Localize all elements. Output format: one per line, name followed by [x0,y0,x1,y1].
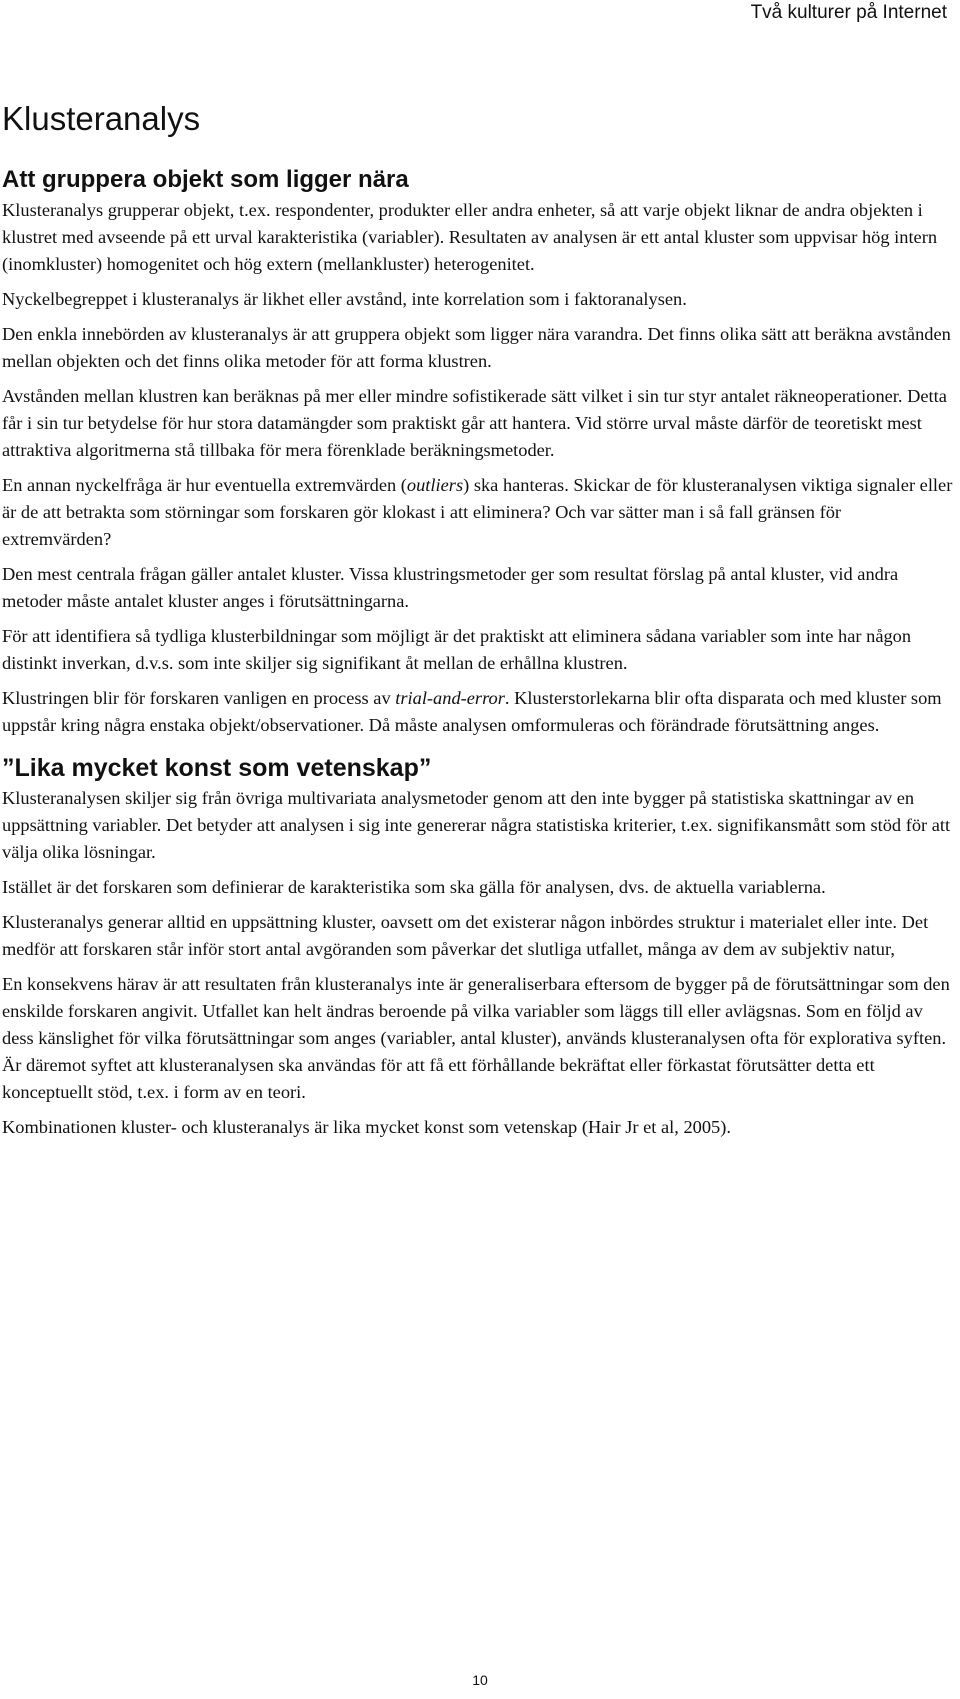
paragraph: Klusteranalys generar alltid en uppsättning kluster, oavsett om det existerar någon inbördes struktur i materialet eller inte. Det medför att forskaren står inför stort antal avgöranden som påverkar det slutliga utfallet, många av dem av subjektiv natur, [2,912,929,959]
paragraph: Den mest centrala frågan gäller antalet kluster. Vissa klustringsmetoder ger som resultat förslag på antal kluster, vid andra metoder måste antalet kluster anges i förutsättningarna. [2,564,899,611]
page-title: Klusteranalys [2,100,201,137]
running-header: Två kulturer på Internet [750,2,947,23]
paragraph [2,685,958,739]
paragraph: Den enkla innebörden av klusteranalys är att gruppera objekt som ligger nära varandra. Det finns olika sätt att beräkna avstånden mellan objekten och det finns olika metoder för att forma klustren. [2,324,951,371]
page-number: 10 [472,1672,488,1688]
paragraph: Klusteranalys grupperar objekt, t.ex. respondenter, produkter eller andra enheter, så att varje objekt liknar de andra objekten i klustret med avseende på ett urval karakteristika (variabler). Resultaten av analysen är ett antal kluster som uppvisar hög intern (inomkluster) homogenitet och hög extern (mellankluster) heterogenitet. [2,200,938,274]
paragraph: Kombinationen kluster- och klusteranalys är lika mycket konst som vetenskap (Hair Jr et al, 2005). [2,1117,731,1137]
paragraph: Avstånden mellan klustren kan beräknas på mer eller mindre sofistikerade sätt vilket i sin tur styr antalet räkneoperationer. Detta får i sin tur betydelse för hur stora datamängder som praktiskt går att hantera. Vid större urval måste därför de teoretiskt mest attraktiva algoritmerna stå tillbaka för mera förenklade beräkningsmetoder. [2,386,947,460]
section-heading-gruppera: Att gruppera objekt som ligger nära [2,166,409,193]
italic-term: outliers [406,475,464,495]
italic-term: trial-and-error [395,688,505,708]
text-run: . Klusterstorlekarna blir ofta disparata och med kluster som uppstår kring några enstaka objekt/observationer. Då måste analysen omformuleras och förändrade förutsättning anges. [2,688,942,735]
paragraph: Klusteranalysen skiljer sig från övriga multivariata analysmetoder genom att den inte bygger på statistiska skattningar av en uppsättning variabler. Det betyder att analysen i sig inte genererar några statistiska kriterier, t.ex. signifikansmått som stöd för att välja olika lösningar. [2,788,951,862]
paragraph: Nyckelbegreppet i klusteranalys är likhet eller avstånd, inte korrelation som i faktoranalysen. [2,289,687,309]
section-heading-konst: ”Lika mycket konst som vetenskap” [2,754,432,782]
text-run: En annan nyckelfråga är hur eventuella extremvärden ( [2,475,407,495]
paragraph: Istället är det forskaren som definierar de karakteristika som ska gälla för analysen, dvs. de aktuella variablerna. [2,877,826,897]
document-body [2,99,958,1149]
text-run: ) ska hanteras. Skickar de för klusteranalysen viktiga signaler eller är de att betrakta som störningar som forskaren gör klokast i att eliminera? Och var sätter man i så fall gränsen för extremvärden? [2,475,953,549]
paragraph [2,472,958,553]
paragraph: För att identifiera så tydliga klusterbildningar som möjligt är det praktiskt att eliminera sådana variabler som inte har någon distinkt inverkan, d.v.s. som inte skiljer sig signifikant åt mellan de erhållna klustren. [2,626,912,673]
paragraph: En konsekvens härav är att resultaten från klusteranalys inte är generaliserbara eftersom de bygger på de förutsättningar som den enskilde forskaren angivit. Utfallet kan helt ändras beroende på vilka variabler som läggs till eller avlägsnas. Som en följd av dess känslighet för vilka förutsättningar som anges (variabler, antal kluster), används klusteranalysen ofta för explorativa syften. Är däremot syftet att klusteranalysen ska användas för att få ett förhållande bekräftat eller förkastat förutsätter detta ett konceptuellt stöd, t.ex. i form av en teori. [2,974,950,1102]
text-run: Klustringen blir för forskaren vanligen en process av [2,688,396,708]
